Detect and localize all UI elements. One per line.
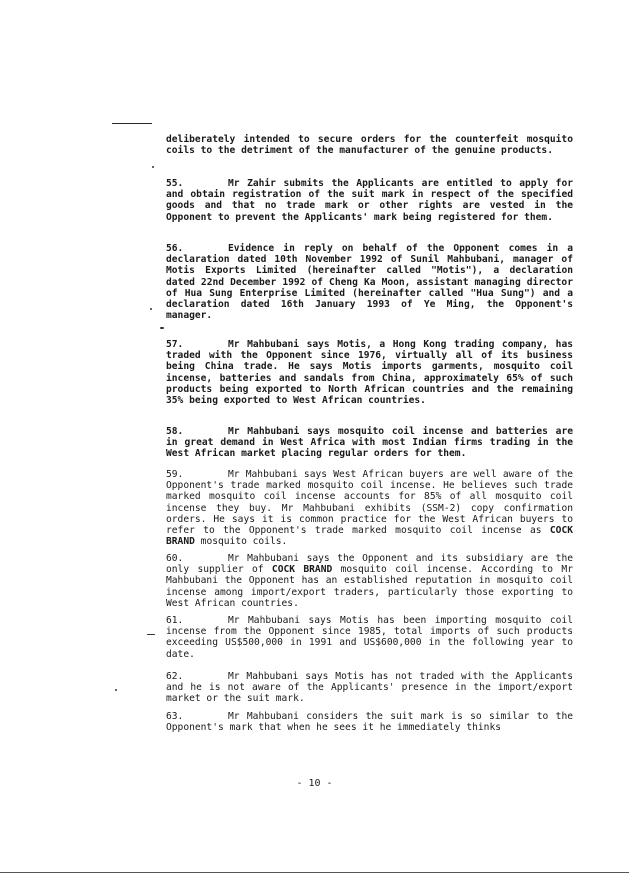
paragraph-text: Evidence in reply on behalf of the Opponent comes in a declaration dated 10th November 1992 of Sunil Mahbubani, manager of Motis Exports Limited (hereinafter called "Motis"), a declaration dated 22nd December 1992 of Cheng Ka Moon, assistant managing director of Hua Sung Enterprise Limited (hereinafter called "Hua Sung") and a declaration dated 16th January 1993 of Ye Ming, the Opponent's manager. [166,243,573,322]
paragraph-59 [166,469,573,547]
scan-speck [150,308,152,310]
paragraph-63 [166,711,573,733]
paragraph-text: deliberately intended to secure orders for the counterfeit mosquito coils to the detriment of the manufacturer of the genuine products. [166,134,573,157]
paragraph-60 [166,553,573,609]
scan-speck [115,689,117,691]
page-number: - 10 - [296,778,333,789]
paragraph-text: Mr Mahbubani says Motis, a Hong Kong trading company, has traded with the Opponent since 1976, virtually all of its business being China trade. He says Motis imports garments, mosquito coil incense, batteries and sandals from China, approximately 65% of such products being exported to North African countries and the remaining 35% being exported to West African countries. [166,339,573,407]
paragraph-text: Mr Mahbubani considers the suit mark is so similar to the Opponent's mark that when he sees it he immediately thinks [166,711,573,734]
paragraph-55 [166,178,573,223]
paragraph-text: Mr Mahbubani says the Opponent and its subsidiary are the only supplier of [166,553,573,576]
scan-speck [152,166,154,168]
scan-speck [160,327,164,329]
scan-artifact-bottom-line [0,872,629,873]
paragraph-number: 62. [166,671,184,682]
paragraph-text: Mr Mahbubani says Motis has not traded with the Applicants and he is not aware of the Applicants' presence in the import/export market or the suit mark. [166,671,573,705]
paragraph-number: 58. [166,426,184,437]
paragraph-continuation [166,134,573,156]
paragraph-number: 57. [166,339,184,350]
paragraph-number: 60. [166,553,184,564]
paragraph-57 [166,339,573,406]
paragraph-number: 59. [166,469,184,480]
paragraph-text: mosquito coils. [194,536,288,548]
paragraph-text: mosquito coil incense. According to Mr Mahbubani the Opponent has an established reputation in mosquito coil incense among import/export traders, particularly those exporting to West African countries. [166,564,573,609]
paragraph-58 [166,426,573,460]
brand-name: COCK BRAND [271,564,333,576]
scan-speck [147,634,155,635]
paragraph-text: Mr Zahir submits the Applicants are entitled to apply for and obtain registration of the suit mark in respect of the specified goods and that no trade mark or other rights are vested in the Opponent to prevent the Applicants' mark being registered for them. [166,178,573,223]
brand-name: COCK BRAND [166,525,573,548]
scan-artifact-top-line [112,123,152,124]
paragraph-text: Mr Mahbubani says Motis has been importing mosquito coil incense from the Opponent since 1985, total imports of such products exceeding US$500,000 in 1991 and US$600,000 in the following year to date. [166,615,573,660]
paragraph-number: 56. [166,243,184,254]
paragraph-56 [166,243,573,321]
paragraph-61 [166,615,573,660]
paragraph-text: Mr Mahbubani says West African buyers are well aware of the Opponent's trade marked mosquito coil incense. He believes such trade marked mosquito coil incense accounts for 85% of all mosquito coil incense they buy. Mr Mahbubani exhibits (SSM-2) copy confirmation orders. He says it is common practice for the West African buyers to refer to the Opponent's trade marked mosquito coil incense as [166,469,573,537]
paragraph-text: Mr Mahbubani says mosquito coil incense and batteries are in great demand in West Africa with most Indian firms trading in the West African market placing regular orders for them. [166,426,573,460]
paragraph-62 [166,671,573,705]
paragraph-number: 63. [166,711,184,722]
paragraph-number: 55. [166,178,184,189]
paragraph-number: 61. [166,615,184,626]
